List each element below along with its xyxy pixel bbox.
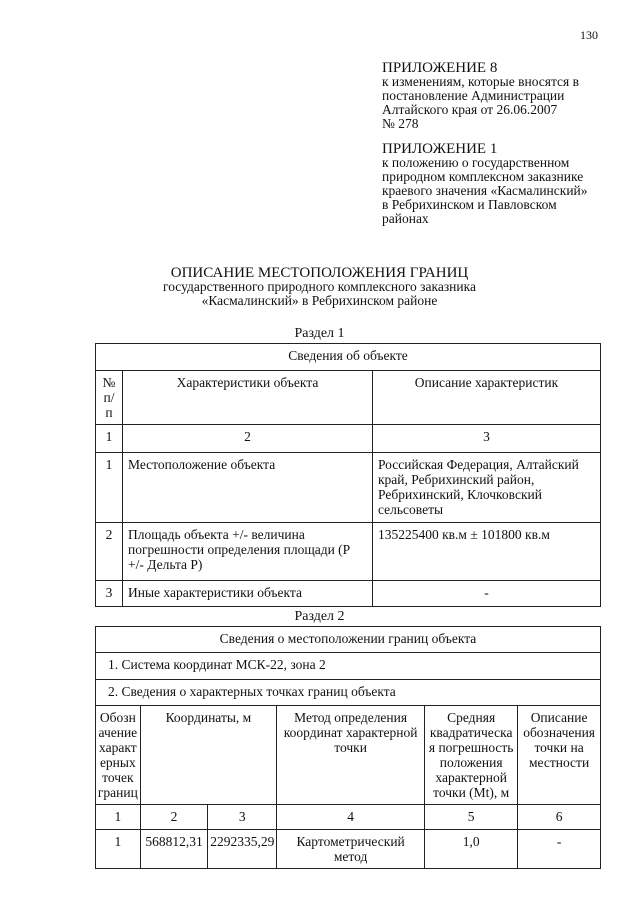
number-cell: 4: [277, 805, 425, 830]
appendix-line: краевого значения «Касмалинский»: [382, 183, 588, 198]
number-cell: 2: [140, 805, 208, 830]
section-2-label: Раздел 2: [294, 609, 345, 624]
object-info-table: [95, 343, 601, 607]
appendix-line: районах: [382, 211, 429, 226]
cell: 568812,31: [140, 830, 208, 869]
appendix-line: к изменениям, которые вносятся в: [382, 74, 580, 89]
number-cell: 6: [518, 805, 601, 830]
cell: -: [518, 830, 601, 869]
coord-system: 1. Система координат МСК-22, зона 2: [96, 653, 601, 680]
appendix-line: природном комплексном заказнике: [382, 169, 584, 184]
number-cell: 2: [123, 425, 373, 453]
header-cell: Координаты, м: [140, 706, 276, 805]
cell: 1: [96, 830, 141, 869]
header-cell: Характеристики объекта: [123, 371, 373, 425]
table-caption: Сведения о местоположении границ объекта: [96, 627, 601, 653]
header-cell: Описание характеристик: [373, 371, 601, 425]
header-cell: Описание обозначения точки на местности: [518, 706, 601, 805]
number-cell: 3: [208, 805, 277, 830]
cell: Площадь объекта +/- величина погрешности определения площади (Р +/- Дельта Р): [123, 523, 373, 581]
table-row: [96, 581, 601, 607]
title-line: ОПИСАНИЕ МЕСТОПОЛОЖЕНИЯ ГРАНИЦ: [170, 265, 469, 281]
cell: 1,0: [425, 830, 518, 869]
section-1-label: Раздел 1: [294, 326, 345, 341]
header-cell: Средняя квадратическа я погрешность положения характерной точки (Mt), м: [425, 706, 518, 805]
cell: -: [373, 581, 601, 607]
appendix-line: постановление Администрации: [382, 88, 565, 103]
number-cell: 5: [425, 805, 518, 830]
number-cell: 1: [96, 805, 141, 830]
number-cell: 3: [373, 425, 601, 453]
points-caption: 2. Сведения о характерных точках границ объекта: [96, 680, 601, 706]
cell: Иные характеристики объекта: [123, 581, 373, 607]
header-cell: № п/п: [96, 371, 123, 425]
table-row: [96, 453, 601, 523]
appendix-line: в Ребрихинском и Павловском: [382, 197, 557, 212]
title-line: «Касмалинский» в Ребрихинском районе: [201, 293, 438, 308]
appendix-heading: ПРИЛОЖЕНИЕ 8: [382, 60, 498, 76]
table-row: [96, 830, 601, 869]
number-cell: 1: [96, 425, 123, 453]
cell: Местоположение объекта: [123, 453, 373, 523]
cell: 2: [96, 523, 123, 581]
header-cell: Метод определения координат характерной точки: [277, 706, 425, 805]
boundary-table: [95, 626, 601, 869]
table-row: [96, 523, 601, 581]
cell: Российская Федерация, Алтайский край, Ребрихинский район, Ребрихинский, Клочковский сельсоветы: [373, 453, 601, 523]
cell: 2292335,29: [208, 830, 277, 869]
appendix-heading: ПРИЛОЖЕНИЕ 1: [382, 141, 498, 157]
page-number: 130: [580, 28, 598, 42]
document-title: [0, 266, 639, 308]
header-cell: Обозн ачение характ ерных точек границ: [96, 706, 141, 805]
appendix-8-block: [382, 61, 632, 131]
appendix-1-block: [382, 142, 632, 226]
table-caption: Сведения об объекте: [96, 344, 601, 371]
cell: 3: [96, 581, 123, 607]
appendix-line: Алтайского края от 26.06.2007: [382, 102, 558, 117]
cell: Картометрический метод: [277, 830, 425, 869]
appendix-line: к положению о государственном: [382, 155, 570, 170]
cell: 135225400 кв.м ± 101800 кв.м: [373, 523, 601, 581]
appendix-line: № 278: [382, 116, 419, 131]
cell: 1: [96, 453, 123, 523]
title-line: государственного природного комплексного заказника: [163, 279, 476, 294]
